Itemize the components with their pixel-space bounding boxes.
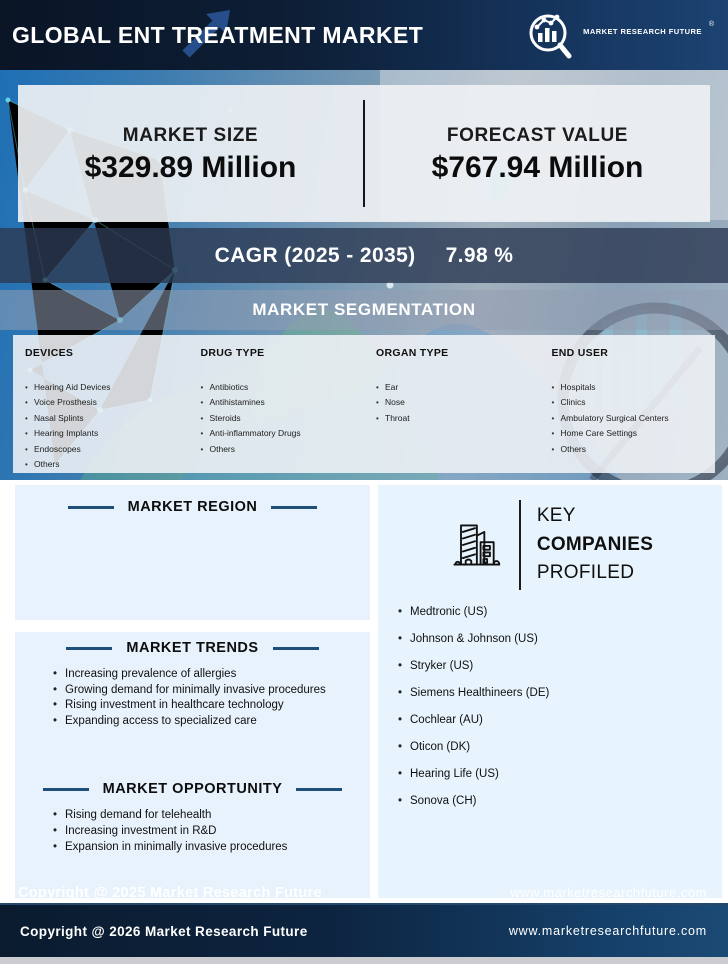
segment-column-heading: ORGAN TYPE — [376, 347, 449, 359]
segment-column-end-user — [540, 347, 716, 473]
segment-item: • Steroids — [201, 411, 365, 426]
segment-item: • Voice Prosthesis — [25, 395, 189, 410]
segmentation-title: MARKET SEGMENTATION — [252, 300, 476, 319]
trend-item: • Increasing prevalence of allergies — [53, 667, 370, 683]
key-companies-header — [378, 500, 722, 590]
segment-item-list — [552, 380, 716, 457]
market-opportunity-heading — [15, 781, 370, 797]
segment-item: • Ear — [376, 380, 540, 395]
cagr-band — [0, 228, 728, 283]
main-section — [0, 480, 728, 903]
segment-item: • Endoscopes — [25, 442, 189, 457]
trend-item: • Expanding access to specialized care — [53, 714, 370, 730]
stats-panel — [18, 85, 710, 222]
segment-column-heading: END USER — [551, 347, 609, 359]
segment-item: • Clinics — [552, 395, 716, 410]
overlay-website-link[interactable]: www.marketresearchfuture.com — [510, 885, 707, 900]
market-size-label: MARKET SIZE — [122, 124, 259, 146]
heading-dash-left — [43, 788, 89, 791]
market-size-value: $329.89 Million — [84, 150, 297, 184]
heading-dash-left — [68, 506, 114, 509]
company-item: • Medtronic (US) — [398, 606, 722, 619]
key-companies-title-line1: KEY — [536, 505, 576, 527]
opportunity-item: • Rising demand for telehealth — [53, 808, 370, 824]
bottom-strip — [0, 957, 728, 964]
companies-list — [378, 606, 722, 808]
market-trends-list — [15, 667, 370, 729]
footer-copyright: Copyright @ 2026 Market Research Future — [20, 923, 308, 939]
segment-item-list — [25, 380, 189, 472]
segment-item: • Antihistamines — [201, 395, 365, 410]
segment-item: • Home Care Settings — [552, 426, 716, 441]
market-opportunity-list — [15, 808, 370, 855]
segment-item: • Ambulatory Surgical Centers — [552, 411, 716, 426]
segment-item: • Nasal Splints — [25, 411, 189, 426]
segment-item: • Hearing Implants — [25, 426, 189, 441]
segment-column-devices — [13, 347, 189, 473]
header-bar — [0, 0, 728, 70]
segment-item: • Others — [201, 442, 365, 457]
page-title: GLOBAL ENT TREATMENT MARKET — [12, 21, 424, 48]
key-companies-title-line2: COMPANIES — [536, 533, 654, 555]
key-companies-panel — [378, 485, 722, 898]
opportunity-item: • Expansion in minimally invasive procedures — [53, 840, 370, 856]
registered-mark: ® — [708, 21, 714, 28]
trend-item: • Rising investment in healthcare technology — [53, 698, 370, 714]
market-trends-heading — [15, 640, 370, 656]
market-size-block — [18, 85, 363, 222]
forecast-value-label: FORECAST VALUE — [446, 124, 629, 146]
heading-dash-right — [271, 506, 317, 509]
cagr-value: 7.98 % — [445, 243, 514, 267]
cagr-label: CAGR (2025 - 2035) — [214, 243, 416, 267]
segment-item: • Hearing Aid Devices — [25, 380, 189, 395]
segment-item: • Nose — [376, 395, 540, 410]
segment-column-organ-type — [364, 347, 540, 473]
company-item: • Hearing Life (US) — [398, 768, 722, 781]
segment-item: • Others — [552, 442, 716, 457]
segment-item: • Throat — [376, 411, 540, 426]
segment-column-drug-type — [189, 347, 365, 473]
market-trends-panel — [15, 632, 370, 898]
company-item: • Siemens Healthineers (DE) — [398, 687, 722, 700]
hero-section — [0, 70, 728, 480]
brand-logo — [524, 9, 714, 61]
company-item: • Stryker (US) — [398, 660, 722, 673]
heading-dash-left — [66, 647, 112, 650]
key-companies-title-line3: PROFILED — [536, 562, 635, 584]
magnifier-bar-chart-logo-icon — [524, 9, 576, 61]
segment-column-heading: DEVICES — [25, 347, 74, 359]
left-column — [15, 485, 370, 903]
opportunity-item: • Increasing investment in R&D — [53, 824, 370, 840]
building-outline-icon — [447, 517, 503, 573]
overlay-copyright: Copyright @ 2025 Market Research Future — [18, 885, 322, 901]
market-opportunity-title: MARKET OPPORTUNITY — [102, 781, 283, 798]
segment-item-list — [376, 380, 540, 426]
segment-item: • Anti-inflammatory Drugs — [201, 426, 365, 441]
company-item: • Johnson & Johnson (US) — [398, 633, 722, 646]
segmentation-heading-band — [0, 290, 728, 330]
brand-name: MARKET RESEARCH FUTURE — [583, 27, 702, 36]
segmentation-panel — [13, 335, 715, 473]
segment-item: • Antibiotics — [201, 380, 365, 395]
key-companies-title — [537, 502, 653, 588]
footer-website-link[interactable]: www.marketresearchfuture.com — [508, 924, 707, 938]
forecast-value-block — [365, 85, 710, 222]
trend-item: • Growing demand for minimally invasive procedures — [53, 683, 370, 699]
title-divider — [519, 500, 521, 590]
heading-dash-right — [296, 788, 342, 791]
right-column — [378, 485, 722, 903]
heading-dash-right — [273, 647, 319, 650]
market-trends-title: MARKET TRENDS — [126, 640, 259, 656]
footer-bar — [0, 903, 728, 957]
market-region-panel — [15, 485, 370, 620]
market-region-heading — [15, 499, 370, 515]
segment-item: • Others — [25, 457, 189, 472]
segment-column-heading: DRUG TYPE — [200, 347, 265, 359]
market-region-title: MARKET REGION — [127, 499, 258, 515]
company-item: • Sonova (CH) — [398, 795, 722, 808]
company-item: • Oticon (DK) — [398, 741, 722, 754]
segment-item: • Hospitals — [552, 380, 716, 395]
company-item: • Cochlear (AU) — [398, 714, 722, 727]
segment-item-list — [201, 380, 365, 457]
forecast-value: $767.94 Million — [431, 150, 644, 184]
